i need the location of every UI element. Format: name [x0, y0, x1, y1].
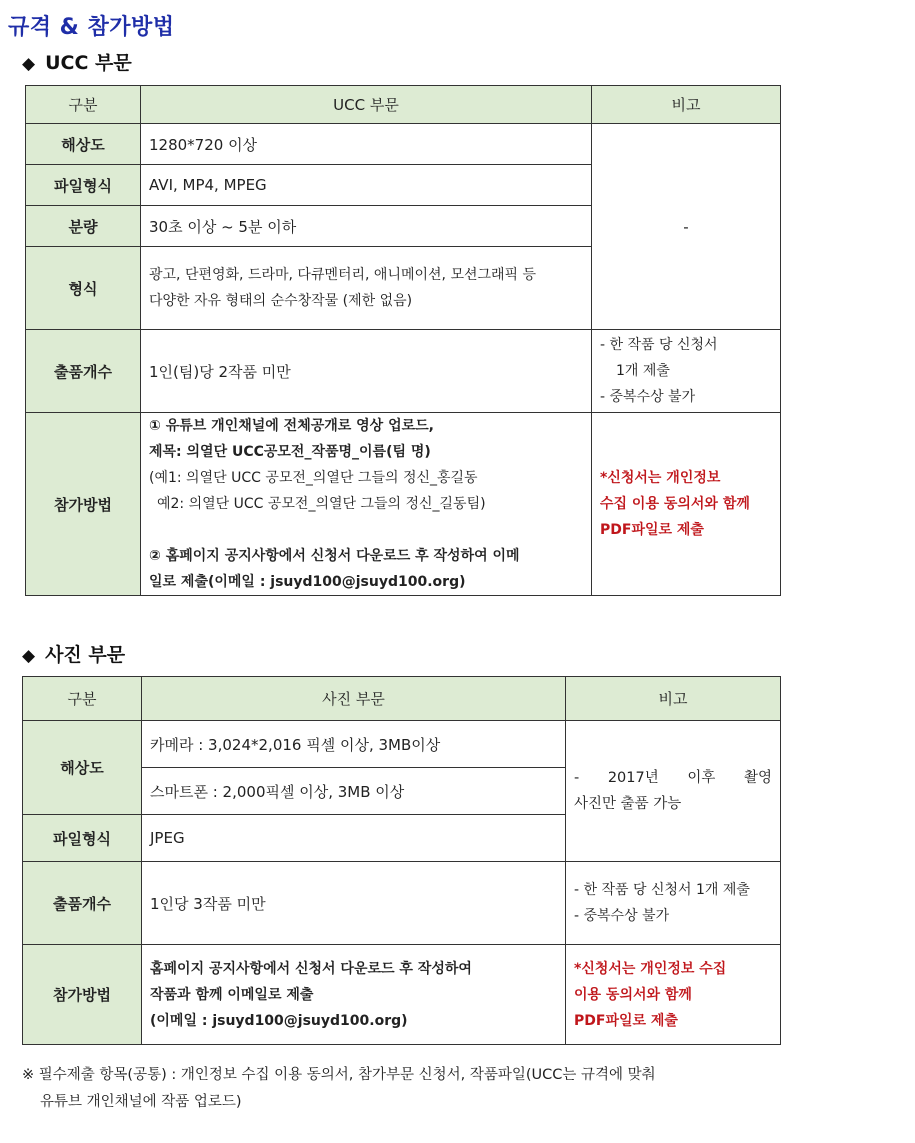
method-line: ② 홈페이지 공지사항에서 신청서 다운로드 후 작성하여 이메 [149, 548, 520, 564]
footnote-line: ※ 필수제출 항목(공통) : 개인정보 수집 이용 동의서, 참가부문 신청서, 작품파일(UCC는 규격에 맞춰 [22, 1067, 656, 1083]
note-line: PDF파일로 제출 [600, 522, 704, 538]
note-line: PDF파일로 제출 [574, 1012, 678, 1029]
notes-cell [592, 413, 781, 596]
photo-heading-text: 사진 부문 [45, 644, 126, 666]
method-line: ① 유튜브 개인채널에 전체공개로 영상 업로드, [149, 418, 434, 434]
row-value: 30초 이상 ~ 5분 이하 [141, 206, 592, 247]
row-value: 카메라 : 3,024*2,016 픽셀 이상, 3MB이상 [142, 721, 566, 768]
method-line: 홈페이지 공지사항에서 신청서 다운로드 후 작성하여 [150, 960, 472, 977]
row-value: AVI, MP4, MPEG [141, 165, 592, 206]
method-line: 작품과 함께 이메일로 제출 [150, 986, 314, 1003]
note-line: - 한 작품 당 신청서 [600, 337, 718, 353]
note-line: - 한 작품 당 신청서 1개 제출 [574, 882, 750, 898]
page-title: 규격 & 참가방법 [8, 15, 175, 40]
note-line: - 중복수상 불가 [574, 908, 670, 924]
method-line: 예2: 의열단 UCC 공모전_의열단 그들의 정신_길동팀) [157, 496, 486, 512]
header-section: UCC 부문 [141, 86, 592, 124]
ucc-section-heading [22, 48, 132, 75]
table-row [26, 124, 781, 165]
method-line: 제목: 의열단 UCC공모전_작품명_이름(팀 명) [149, 444, 431, 460]
row-value [142, 945, 566, 1045]
notes-cell [592, 330, 781, 413]
row-value: 스마트폰 : 2,000픽셀 이상, 3MB 이상 [142, 768, 566, 815]
method-line: (이메일 : jsuyd100@jsuyd100.org) [150, 1012, 408, 1029]
note-line: 사진만 출품 가능 [574, 796, 682, 812]
note-word: 이후 [687, 770, 716, 786]
row-value: 1인(팀)당 2작품 미만 [141, 330, 592, 413]
header-notes: 비고 [566, 677, 781, 721]
header-category: 구분 [23, 677, 142, 721]
row-label: 해상도 [23, 721, 142, 815]
type-line: 다양한 자유 형태의 순수창작물 (제한 없음) [149, 293, 413, 309]
row-label: 파일형식 [26, 165, 141, 206]
row-label: 해상도 [26, 124, 141, 165]
row-label: 참가방법 [23, 945, 142, 1045]
row-label: 파일형식 [23, 815, 142, 862]
type-line: 광고, 단편영화, 드라마, 다큐멘터리, 애니메이션, 모션그래픽 등 [149, 267, 537, 283]
row-value [141, 413, 592, 596]
row-value: JPEG [142, 815, 566, 862]
notes-cell [566, 945, 781, 1045]
note-line: *신청서는 개인정보 수집 [574, 960, 727, 977]
table-row [23, 945, 781, 1045]
notes-cell [566, 862, 781, 945]
note-line: - 중복수상 불가 [600, 389, 696, 405]
note-word: - [574, 770, 580, 786]
note-line: 수집 이용 동의서와 함께 [600, 496, 750, 512]
row-label: 출품개수 [23, 862, 142, 945]
method-line: 일로 제출(이메일 : jsuyd100@jsuyd100.org) [149, 574, 466, 590]
ucc-table [25, 85, 781, 596]
notes-cell: - [592, 124, 781, 330]
method-line: (예1: 의열단 UCC 공모전_의열단 그들의 정신_홍길동 [149, 470, 478, 486]
header-section: 사진 부문 [142, 677, 566, 721]
table-row [26, 330, 781, 413]
row-value: 1280*720 이상 [141, 124, 592, 165]
footnote-line: 유튜브 개인채널에 작품 업로드) [40, 1094, 242, 1110]
diamond-bullet-icon: ◆ [22, 646, 36, 666]
row-label: 출품개수 [26, 330, 141, 413]
note-line: 이용 동의서와 함께 [574, 986, 692, 1003]
ucc-heading-text: UCC 부문 [45, 52, 132, 74]
note-line [574, 765, 772, 791]
note-word: 촬영 [743, 770, 772, 786]
diamond-bullet-icon: ◆ [22, 54, 36, 74]
notes-cell [566, 721, 781, 862]
table-row [23, 721, 781, 768]
spacer [149, 517, 583, 543]
row-label: 분량 [26, 206, 141, 247]
row-label: 형식 [26, 247, 141, 330]
photo-table [22, 676, 781, 1045]
table-row [23, 862, 781, 945]
row-value [141, 247, 592, 330]
table-header-row [23, 677, 781, 721]
table-header-row [26, 86, 781, 124]
table-row [26, 413, 781, 596]
row-value: 1인당 3작품 미만 [142, 862, 566, 945]
note-line: *신청서는 개인정보 [600, 470, 721, 486]
note-word: 2017년 [607, 770, 659, 786]
note-line: 1개 제출 [616, 363, 670, 379]
photo-section-heading [22, 640, 125, 667]
header-category: 구분 [26, 86, 141, 124]
header-notes: 비고 [592, 86, 781, 124]
row-label: 참가방법 [26, 413, 141, 596]
footnote [22, 1062, 782, 1116]
